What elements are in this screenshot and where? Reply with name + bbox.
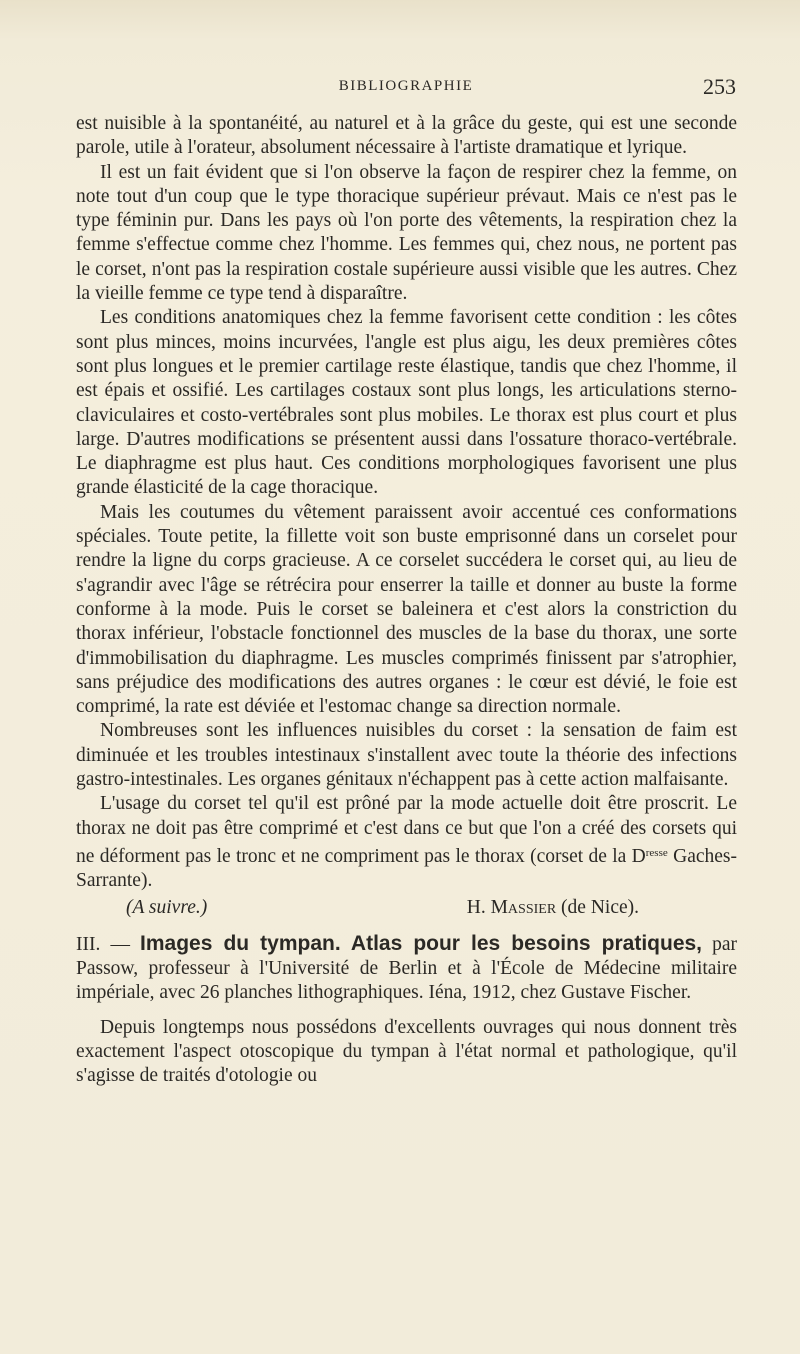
- author-initial: H.: [466, 896, 486, 918]
- title-superscript: resse: [645, 846, 668, 859]
- page-header: [76, 74, 736, 102]
- title-abbreviation: D: [631, 845, 646, 867]
- text-segment: L'usage du corset tel qu'il est prôné par la mode actuelle doit être proscrit. Le thorax ne doit pas être comprimé et c'est dans ce but que l'on a créé des corsets qui ne déforment pas le tronc et ne compriment pas le thorax (corset de la: [76, 793, 737, 867]
- paragraph: est nuisible à la spontanéité, au naturel et à la grâce du geste, qui est une seconde parole, utile à l'orateur, absolument nécessaire à l'artiste dramatique et lyrique.: [76, 113, 737, 159]
- author-place: (de Nice).: [561, 896, 639, 918]
- author-name: Massier: [490, 896, 557, 918]
- spacer: [76, 1006, 737, 1016]
- page-number: 253: [703, 74, 736, 99]
- paragraph: Nombreuses sont les influences nuisibles du corset : la sensation de faim est diminuée et les troubles intestinaux s'installent avec toute la théorie des infections gastro-intestinales. Les organes génitaux n'échappent pas à cette action malfaisante.: [76, 720, 737, 791]
- paragraph: Les conditions anatomiques chez la femme favorisent cette condition : les côtes sont plus minces, moins incurvées, l'angle est plus aigu, les deux premières côtes sont plus longues et le premier cartilage reste élastique, tandis que chez l'homme, il est épais et ossifié. Les cartilages costaux sont plus longs, les articulations sterno-claviculaires et costo-vertébrales sont plus mobiles. Le thorax est plus court et plus large. D'autres modifications se présentent aussi dans l'ossature thoraco-vertébrale. Le diaphragme est plus haut. Ces conditions morphologiques favorisent une plus grande élasticité de la cage thoracique.: [76, 307, 737, 499]
- section-details: par Passow, professeur à l'Université de Berlin et à l'École de Médecine militaire impériale, avec 26 planches lithographiques. Iéna, 1912, chez Gustave Fischer.: [76, 933, 737, 1004]
- signature-line: [76, 896, 737, 920]
- section-iii-entry: [76, 932, 737, 1006]
- paragraph: Il est un fait évident que si l'on observe la façon de respirer chez la femme, on note tout d'un coup que le type thoracique supérieur prévaut. Mais ce n'est pas le type féminin pur. Dans les pays où l'on porte des vêtements, la respiration chez la femme s'effectue comme chez l'homme. Les femmes qui, chez nous, ne portent pas le corset, n'ont pas la respiration costale supérieure aussi visible que les autres. Chez la vieille femme ce type tend à disparaître.: [76, 161, 737, 305]
- section-dash: —: [100, 933, 141, 955]
- to-be-continued: (A suivre.): [126, 896, 208, 918]
- body-text: [76, 112, 737, 1089]
- section-number: III.: [76, 933, 101, 955]
- text-segment: Gaches-Sarrante).: [76, 845, 737, 892]
- paragraph-corset-usage: [76, 792, 737, 893]
- paragraph-final: Depuis longtemps nous possédons d'excellents ouvrages qui nous donnent très exactement l'aspect otoscopique du tympan à l'état normal et pathologique, qu'il s'agisse de traités d'otologie ou: [76, 1016, 737, 1087]
- running-title: BIBLIOGRAPHIE: [338, 78, 474, 94]
- section-title: Images du tympan. Atlas pour les besoins pratiques,: [140, 931, 703, 955]
- author-signature: [467, 896, 639, 920]
- paragraph: Mais les coutumes du vêtement paraissent avoir accentué ces conformations spéciales. Toute petite, la fillette voit son buste emprisonné dans un corselet pour rendre la ligne du corps gracieuse. A ce corselet succédera le corset qui, au lieu de s'agrandir avec l'âge se rétrécira pour enserrer la taille et donner au buste la forme conforme à la mode. Puis le corset se baleinera et c'est alors la constriction du thorax inférieur, l'obstacle fonctionnel des muscles de la base du thorax, une sorte d'immobilisation du diaphragme. Les muscles comprimés finissent par s'atrophier, sans préjudice des modifications des autres organes : le cœur est dévié, le foie est comprimé, la rate est déviée et l'estomac change sa direction normale.: [76, 501, 737, 718]
